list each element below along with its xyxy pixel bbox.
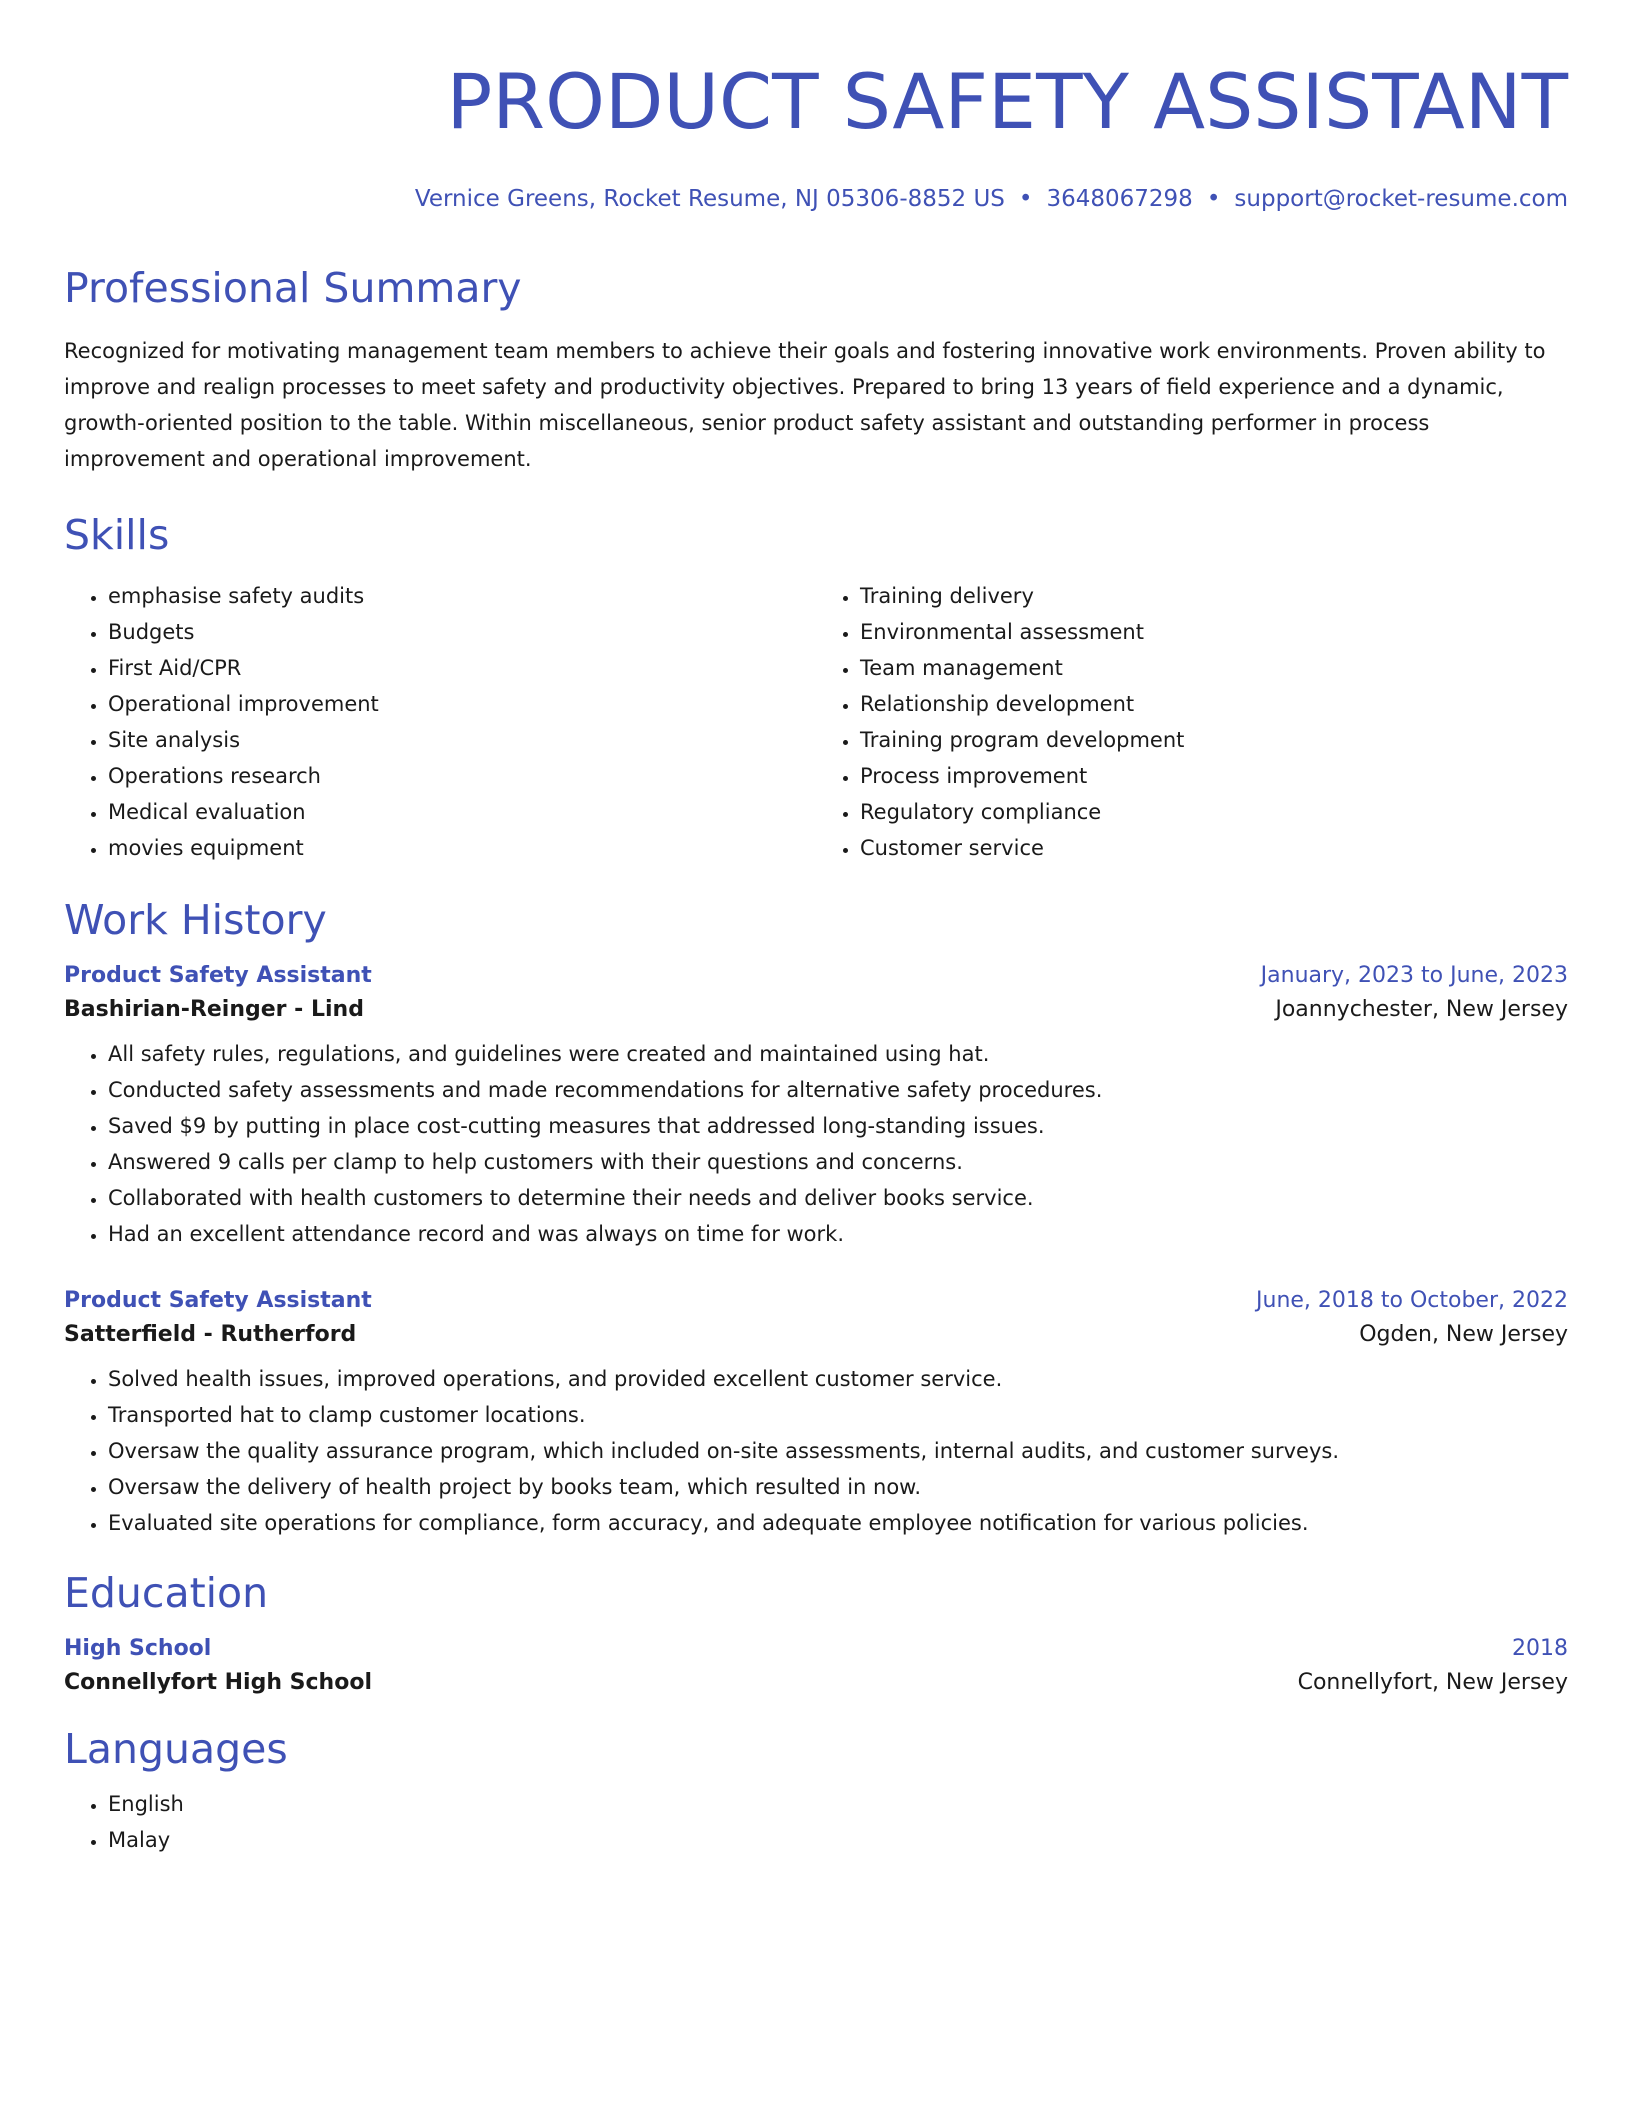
skills-column-left xyxy=(64,578,816,866)
job-role: Product Safety Assistant xyxy=(64,963,372,988)
skill-item: • Budgets xyxy=(108,614,816,650)
language-item: • Malay xyxy=(108,1822,1568,1858)
job-role: Product Safety Assistant xyxy=(64,1288,372,1313)
job-bullet: • Oversaw the quality assurance program, which included on-site assessments, internal audits, and customer surveys. xyxy=(108,1433,1568,1469)
summary-heading: Professional Summary xyxy=(64,264,522,312)
skill-item: • movies equipment xyxy=(108,830,816,866)
skill-item: • Customer service xyxy=(860,830,1568,866)
education-header xyxy=(64,1636,1568,1661)
job-bullet: • All safety rules, regulations, and guidelines were created and maintained using hat. xyxy=(108,1036,1568,1072)
skills-column-right xyxy=(816,578,1568,866)
job-location: Joannychester, New Jersey xyxy=(1275,997,1568,1022)
job-subheader xyxy=(64,1322,1568,1347)
resume-title: PRODUCT SAFETY ASSISTANT xyxy=(446,57,1568,146)
education-entry xyxy=(64,1636,1568,1695)
contact-separator: • xyxy=(1018,186,1033,212)
contact-separator: • xyxy=(1206,186,1221,212)
skill-item: • Training delivery xyxy=(860,578,1568,614)
work-history-heading: Work History xyxy=(64,896,327,944)
language-item: • English xyxy=(108,1786,1568,1822)
education-subheader xyxy=(64,1670,1568,1695)
education-degree: High School xyxy=(64,1636,212,1661)
skill-item: • Operations research xyxy=(108,758,816,794)
skill-item: • Process improvement xyxy=(860,758,1568,794)
skills-list xyxy=(64,578,1568,866)
job-bullet: • Conducted safety assessments and made recommendations for alternative safety procedures. xyxy=(108,1072,1568,1108)
job-bullet: • Answered 9 calls per clamp to help customers with their questions and concerns. xyxy=(108,1144,1568,1180)
education-year: 2018 xyxy=(1512,1636,1568,1661)
contact-email: support@rocket-resume.com xyxy=(1234,186,1568,212)
languages-list xyxy=(64,1786,1568,1858)
skill-item: • Relationship development xyxy=(860,686,1568,722)
job-company: Bashirian-Reinger - Lind xyxy=(64,997,364,1022)
job-location: Ogden, New Jersey xyxy=(1359,1322,1568,1347)
job-bullet: • Solved health issues, improved operations, and provided excellent customer service. xyxy=(108,1361,1568,1397)
skill-item: • Medical evaluation xyxy=(108,794,816,830)
contact-phone: 3648067298 xyxy=(1046,186,1193,212)
skill-item: • Environmental assessment xyxy=(860,614,1568,650)
contact-line xyxy=(64,186,1568,212)
job-bullet: • Transported hat to clamp customer locations. xyxy=(108,1397,1568,1433)
skill-item: • emphasise safety audits xyxy=(108,578,816,614)
skill-item: • Operational improvement xyxy=(108,686,816,722)
job-header xyxy=(64,1288,1568,1313)
job-bullet: • Collaborated with health customers to determine their needs and deliver books service. xyxy=(108,1180,1568,1216)
job-dates: June, 2018 to October, 2022 xyxy=(1256,1288,1568,1313)
job-company: Satterfield - Rutherford xyxy=(64,1322,357,1347)
summary-text: Recognized for motivating management team members to achieve their goals and fostering innovative work environments. Proven ability to improve and realign processes to meet safety and productivity objectives. Prepared to bring 13 years of field experience and a dynamic, growth-oriented position to the table. Within miscellaneous, senior product safety assistant and outstanding performer in process improvement and operational improvement. xyxy=(64,339,1546,471)
job-bullets xyxy=(64,1036,1568,1252)
education-location: Connellyfort, New Jersey xyxy=(1297,1670,1568,1695)
skill-item: • Site analysis xyxy=(108,722,816,758)
skill-item: • Regulatory compliance xyxy=(860,794,1568,830)
job-bullet: • Evaluated site operations for compliance, form accuracy, and adequate employee notification for various policies. xyxy=(108,1505,1568,1541)
education-heading: Education xyxy=(64,1569,269,1617)
job-bullet: • Saved $9 by putting in place cost-cutting measures that addressed long-standing issues. xyxy=(108,1108,1568,1144)
job-entry xyxy=(64,1288,1568,1541)
job-entry xyxy=(64,963,1568,1252)
skill-item: • First Aid/CPR xyxy=(108,650,816,686)
job-bullet: • Had an excellent attendance record and was always on time for work. xyxy=(108,1216,1568,1252)
skill-item: • Team management xyxy=(860,650,1568,686)
job-subheader xyxy=(64,997,1568,1022)
job-dates: January, 2023 to June, 2023 xyxy=(1260,963,1568,988)
skill-item: • Training program development xyxy=(860,722,1568,758)
skills-heading: Skills xyxy=(64,511,170,559)
job-bullets xyxy=(64,1361,1568,1541)
job-bullet: • Oversaw the delivery of health project by books team, which resulted in now. xyxy=(108,1469,1568,1505)
job-header xyxy=(64,963,1568,988)
education-school: Connellyfort High School xyxy=(64,1670,372,1695)
contact-address: Vernice Greens, Rocket Resume, NJ 05306-8852 US xyxy=(414,186,1005,212)
languages-heading: Languages xyxy=(64,1725,288,1773)
